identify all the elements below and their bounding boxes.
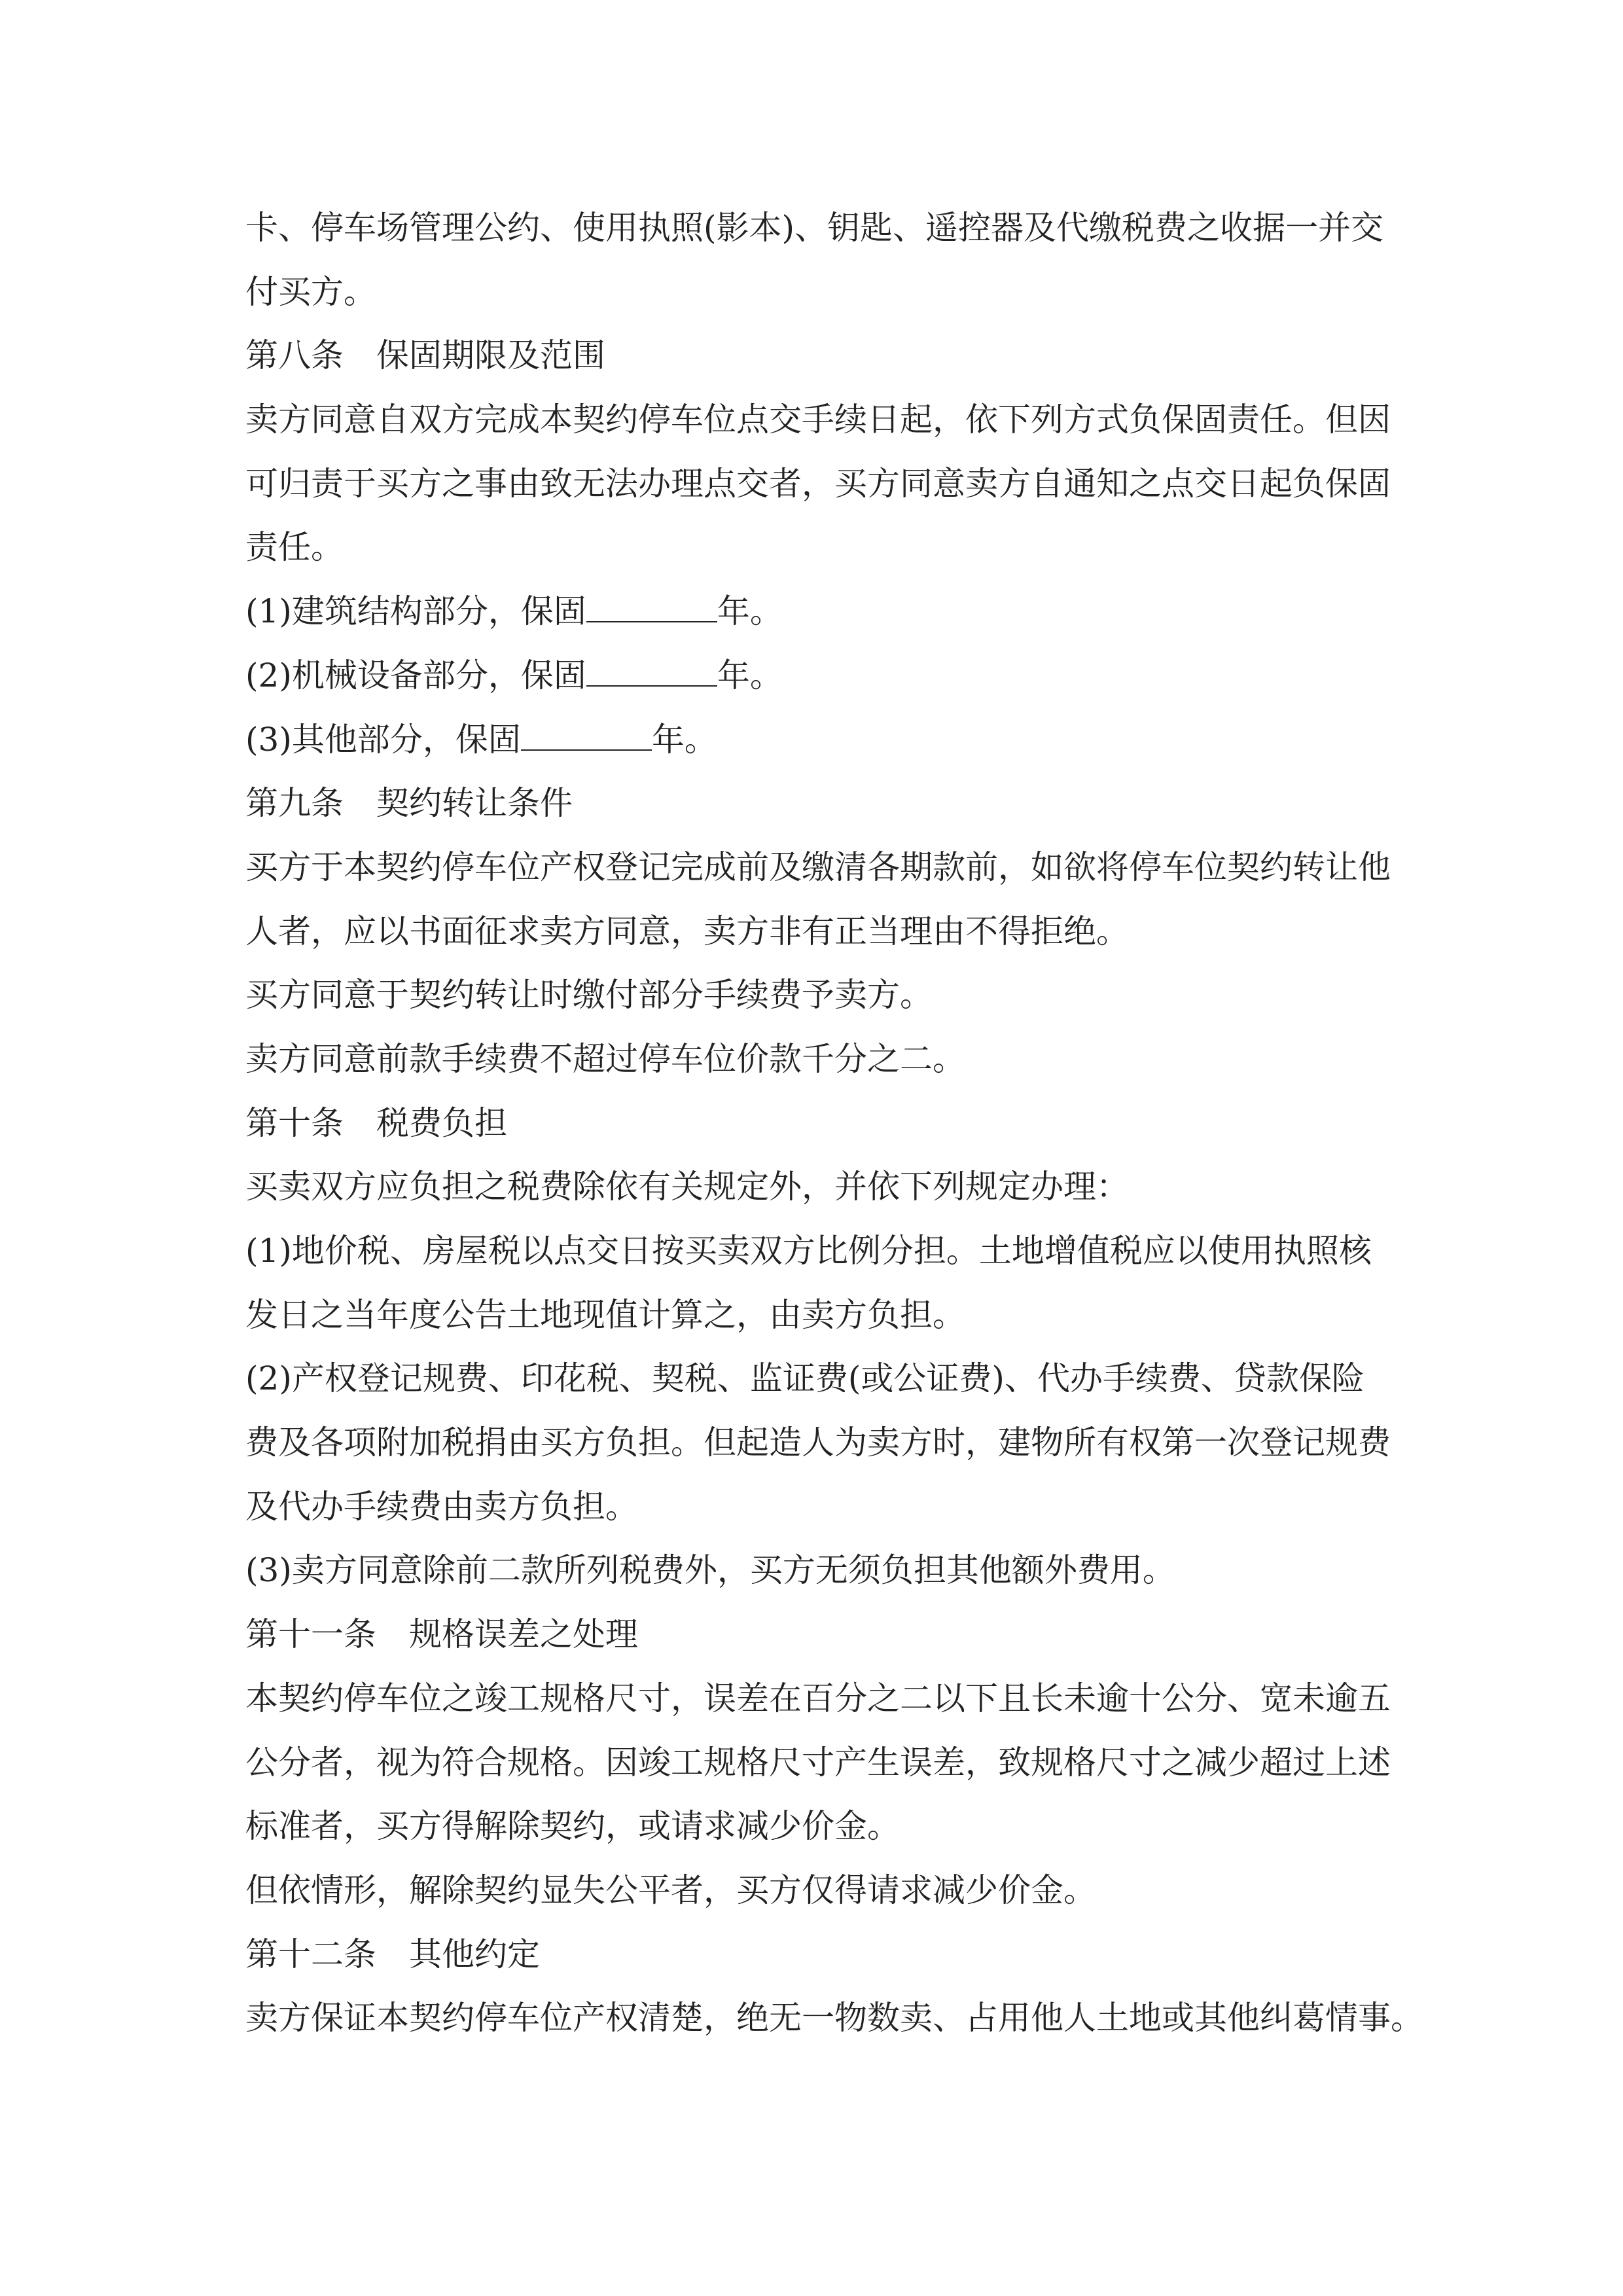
paragraph-line: 可归责于买方之事由致无法办理点交者，买方同意卖方自通知之点交日起负保固	[245, 464, 1391, 503]
paragraph-line: 发日之当年度公告土地现值计算之，由卖方负担。	[245, 1295, 965, 1334]
paragraph-line: 卖方同意前款手续费不超过停车位价款千分之二。	[245, 1039, 965, 1078]
article-number: 第十条	[245, 1103, 344, 1142]
item-unit: 年。	[717, 656, 783, 694]
article-10-heading	[245, 1092, 1381, 1156]
item-text: (2)机械设备部分，保固	[245, 656, 586, 694]
article-number: 第十二条	[245, 1935, 376, 1973]
paragraph-line: 买方于本契约停车位产权登记完成前及缴清各期款前，如欲将停车位契约转让他	[245, 848, 1391, 886]
contract-body	[245, 196, 1423, 2051]
paragraph-line: 但依情形，解除契约显失公平者，买方仅得请求减少价金。	[245, 1871, 1096, 1909]
item-unit: 年。	[651, 720, 717, 759]
article-8-heading	[245, 324, 1381, 388]
paragraph-line: 卖方同意自双方完成本契约停车位点交手续日起，依下列方式负保固责任。但因	[245, 401, 1391, 439]
paragraph-line: 本契约停车位之竣工规格尺寸，误差在百分之二以下且长未逾十公分、宽未逾五	[245, 1679, 1391, 1717]
paragraph-line: (2)产权登记规费、印花税、契税、监证费(或公证费)、代办手续费、贷款保险	[245, 1359, 1364, 1398]
item-unit: 年。	[717, 592, 783, 631]
article-title: 契约转让条件	[376, 784, 573, 823]
paragraph-line: (1)地价税、房屋税以点交日按买卖双方比例分担。土地增值税应以使用执照核	[245, 1232, 1372, 1270]
fill-in-blank[interactable]	[586, 662, 717, 687]
paragraph-line: 责任。	[245, 528, 344, 567]
paragraph-line: 标准者，买方得解除契约，或请求减少价金。	[245, 1807, 900, 1846]
paragraph-line: 卖方保证本契约停车位产权清楚，绝无一物数卖、占用他人土地或其他纠葛情事。	[245, 1999, 1423, 2037]
fill-in-blank[interactable]	[586, 598, 717, 622]
paragraph-line: 卡、停车场管理公约、使用执照(影本)、钥匙、遥控器及代缴税费之收据一并交	[245, 209, 1384, 247]
article-12-heading	[245, 1923, 1381, 1987]
article-title: 保固期限及范围	[376, 336, 605, 375]
warranty-item-structure	[245, 580, 1381, 644]
paragraph-line: 买卖双方应负担之税费除依有关规定外，并依下列规定办理：	[245, 1168, 1129, 1206]
paragraph-line: (3)卖方同意除前二款所列税费外，买方无须负担其他额外费用。	[245, 1551, 1175, 1590]
article-11-heading	[245, 1603, 1381, 1667]
article-number: 第八条	[245, 336, 344, 375]
paragraph-line: 买方同意于契约转让时缴付部分手续费予卖方。	[245, 976, 933, 1014]
paragraph-line: 公分者，视为符合规格。因竣工规格尺寸产生误差，致规格尺寸之减少超过上述	[245, 1743, 1391, 1782]
paragraph-line: 费及各项附加税捐由买方负担。但起造人为卖方时，建物所有权第一次登记规费	[245, 1424, 1391, 1462]
warranty-item-other	[245, 708, 1381, 772]
article-title: 规格误差之处理	[409, 1615, 638, 1654]
article-number: 第九条	[245, 784, 344, 823]
article-title: 税费负担	[376, 1103, 507, 1142]
paragraph-line: 人者，应以书面征求卖方同意，卖方非有正当理由不得拒绝。	[245, 912, 1129, 950]
article-title: 其他约定	[409, 1935, 540, 1973]
article-number: 第十一条	[245, 1615, 376, 1654]
fill-in-blank[interactable]	[521, 726, 652, 751]
article-9-heading	[245, 772, 1381, 836]
item-text: (1)建筑结构部分，保固	[245, 592, 586, 631]
paragraph-line: 付买方。	[245, 272, 376, 311]
paragraph-line: 及代办手续费由卖方负担。	[245, 1487, 638, 1526]
item-text: (3)其他部分，保固	[245, 720, 521, 759]
warranty-item-mechanical	[245, 644, 1381, 708]
